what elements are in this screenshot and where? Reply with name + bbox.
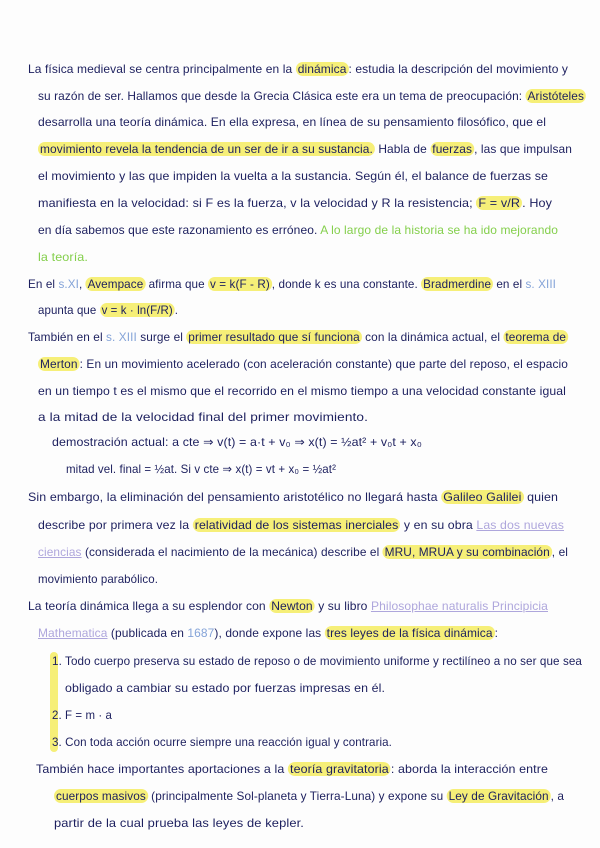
text-line — [38, 140, 572, 158]
text-line — [52, 733, 392, 751]
text-segment: 3. — [52, 735, 62, 749]
text-segment: en día sabemos que este razonamiento es erróneo. — [38, 223, 321, 237]
text-segment: . — [174, 303, 178, 317]
text-line — [66, 460, 336, 478]
book-title-link: Mathematica — [38, 626, 108, 640]
text-segment: y en su obra — [400, 518, 477, 532]
text-segment: : estudia la descripción del movimiento y — [348, 62, 568, 76]
text-segment: : aborda la interacción entre — [390, 762, 548, 776]
highlighted-text: teoría gravitatoria — [288, 762, 391, 776]
book-title-link: Las dos nuevas — [476, 518, 564, 532]
highlighted-text: F = v/R — [476, 196, 522, 210]
text-line — [28, 488, 558, 506]
highlighted-text: Avempace — [87, 277, 144, 291]
text-segment: Sin embargo, la eliminación del pensamiento aristotélico no llegará hasta — [28, 490, 442, 504]
text-line — [38, 516, 564, 534]
text-line — [38, 301, 178, 319]
highlighted-text: teorema de — [505, 330, 567, 344]
highlighted-text: relatividad de los sistemas inerciales — [193, 518, 401, 532]
text-line — [38, 624, 498, 642]
text-segment: Con toda acción ocurre siempre una reacción igual y contraria. — [61, 735, 393, 749]
text-segment: (principalmente Sol-planeta y Tierra-Luna) y expone su — [147, 789, 447, 803]
text-line — [38, 408, 368, 426]
text-line — [28, 328, 568, 346]
text-segment: partir de la cual prueba las leyes de kepler. — [54, 816, 304, 830]
text-segment: movimiento parabólico. — [38, 572, 158, 586]
text-line — [38, 543, 568, 561]
book-title-link: ciencias — [38, 545, 82, 559]
text-segment: (considerada el nacimiento de la mecánica) describe el — [81, 545, 383, 559]
highlighted-text: Newton — [269, 599, 315, 613]
green-note-text: A lo largo de la historia se ha ido mejorando — [320, 223, 558, 237]
highlighted-text: Aristóteles — [527, 89, 585, 103]
text-segment: con la dinámica actual, el — [361, 330, 504, 344]
green-note-text: la teoría. — [38, 250, 88, 264]
text-line — [36, 760, 548, 778]
text-line — [28, 597, 548, 615]
text-line — [38, 167, 548, 185]
highlighted-text: movimiento revela la tendencia de un ser de ir a su sustancia. — [39, 142, 373, 156]
text-segment: el movimiento y las que impiden la vuelta a la sustancia. Según él, el balance de fuerzas se — [38, 169, 548, 183]
text-segment: apunta que — [38, 303, 100, 317]
text-line — [52, 433, 422, 451]
text-line — [38, 113, 546, 131]
text-segment: , — [78, 277, 86, 291]
highlighted-text: MRU, MRUA y su combinación — [384, 545, 550, 559]
text-segment: en un tiempo t es el mismo que el recorrido en el mismo tiempo a una velocidad constante igual — [38, 384, 566, 398]
text-segment: , a — [550, 789, 564, 803]
text-segment: y su libro — [314, 599, 371, 613]
century-text: 1687 — [187, 626, 215, 640]
text-segment: En el — [28, 277, 59, 291]
text-segment: manifiesta en la velocidad: si F es la fuerza, v la velocidad y R la resistencia; — [38, 196, 477, 210]
text-segment: describe por primera vez la — [38, 518, 193, 532]
text-segment: a la mitad de la velocidad final del primer movimiento. — [38, 410, 368, 424]
highlighted-text: Galileo Galilei — [441, 490, 523, 504]
text-segment: Habla de — [374, 142, 431, 156]
text-segment: La teoría dinámica llega a su esplendor con — [28, 599, 270, 613]
text-line — [38, 355, 568, 373]
text-segment: desarrolla una teoría dinámica. En ella expresa, en línea de su pensamiento filosófico, que el — [38, 115, 546, 129]
text-segment: demostración actual: a cte ⇒ v(t) = a·t + v₀ ⇒ x(t) = ½at² + v₀t + x₀ — [52, 435, 422, 449]
text-segment: , donde k es una constante. — [271, 277, 422, 291]
highlighted-text: Merton — [39, 357, 78, 371]
highlighted-text: dinámica — [297, 62, 347, 76]
text-segment: La física medieval se centra principalmente en la — [28, 62, 296, 76]
text-segment: su razón de ser. Hallamos que desde la Grecia Clásica este era un tema de preocupación: — [38, 89, 526, 103]
text-line — [28, 60, 568, 78]
text-line — [54, 814, 304, 832]
highlighted-text: v = k(F - R) — [210, 277, 270, 291]
text-segment: quien — [523, 490, 558, 504]
century-text: s. XIII — [525, 277, 556, 291]
text-segment: mitad vel. final = ½at. Si v cte ⇒ x(t) = vt + x₀ = ½at² — [66, 462, 336, 476]
text-segment: surge el — [136, 330, 187, 344]
text-segment: Todo cuerpo preserva su estado de reposo o de movimiento uniforme y rectilíneo a no ser que sea — [61, 654, 582, 668]
text-line — [38, 248, 88, 266]
highlighted-text: tres leyes de la física dinámica — [326, 626, 493, 640]
text-segment: También hace importantes aportaciones a la — [36, 762, 288, 776]
book-title-link: Philosophae naturalis Principicia — [370, 599, 548, 613]
text-line — [38, 87, 586, 105]
highlighted-text: cuerpos masivos — [55, 789, 146, 803]
text-segment: . Hoy — [522, 196, 552, 210]
text-segment: afirma que — [145, 277, 209, 291]
highlighted-text: Bradmerdine — [423, 277, 492, 291]
highlighted-text: primer resultado que sí funciona — [188, 330, 360, 344]
text-segment: , el — [551, 545, 568, 559]
text-segment: ), donde expone las — [214, 626, 325, 640]
highlighted-text: v = k · ln(F/R) — [101, 303, 173, 317]
text-line — [65, 679, 385, 697]
text-segment: : En un movimiento acelerado (con aceleración constante) que parte del reposo, el espacio — [79, 357, 568, 371]
text-segment: 2. — [52, 708, 62, 722]
text-line — [54, 787, 564, 805]
highlighted-text: fuerzas — [432, 142, 473, 156]
text-line — [52, 706, 112, 724]
text-line — [38, 221, 558, 239]
text-line — [38, 194, 552, 212]
text-segment: (publicada en — [107, 626, 188, 640]
text-segment: en el — [492, 277, 526, 291]
text-line — [52, 652, 582, 670]
text-line — [28, 275, 556, 293]
text-segment: 1. — [52, 654, 62, 668]
text-segment: : — [494, 626, 498, 640]
century-text: s. XIII — [106, 330, 137, 344]
text-segment: También en el — [28, 330, 107, 344]
text-line — [38, 570, 158, 588]
text-segment: , las que impulsan — [474, 142, 572, 156]
text-segment: obligado a cambiar su estado por fuerzas impresas en él. — [65, 681, 385, 695]
highlighted-text: Ley de Gravitación — [448, 789, 549, 803]
century-text: s.XI — [58, 277, 79, 291]
text-segment: F = m · a — [61, 708, 112, 722]
text-line — [38, 382, 566, 400]
